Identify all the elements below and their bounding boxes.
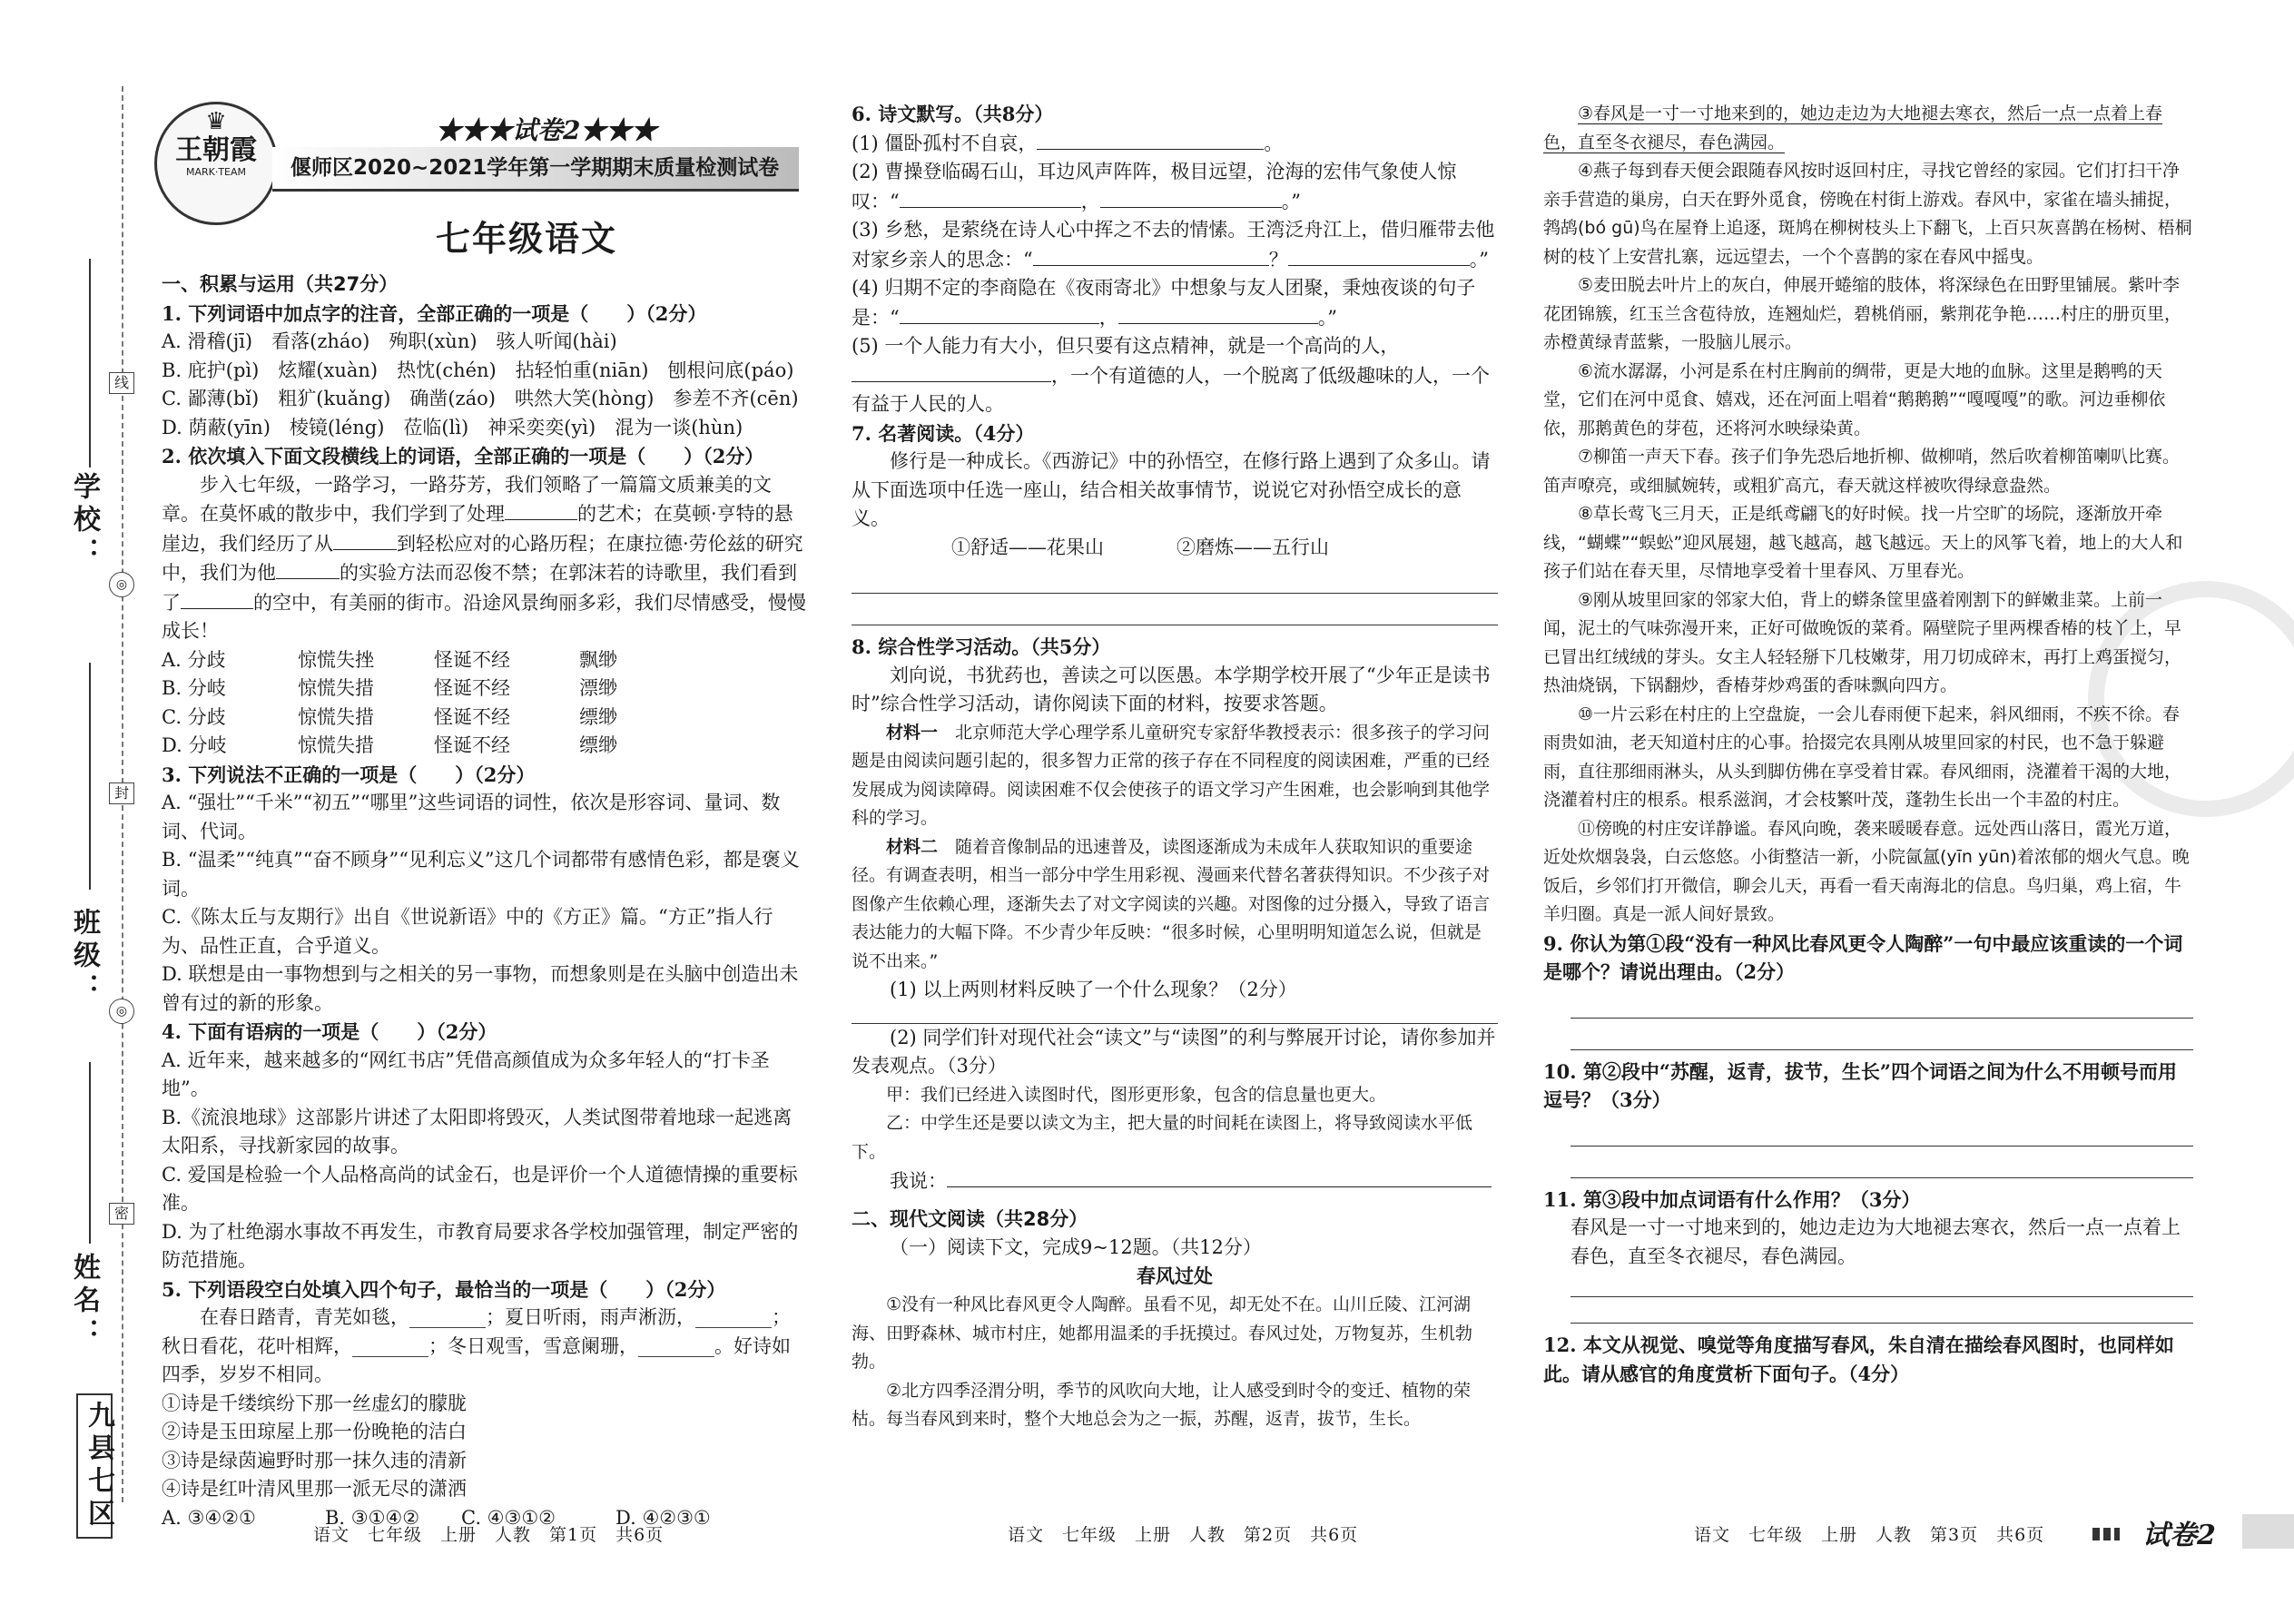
essay-paragraph: ⑪傍晚的村庄安详静谧。春风向晚，袭来暖暖春意。远处西山落日，霞光万道，近处炊烟袅袅，白云悠悠。小街整洁一新，小院氤氲(yīn yūn)着浓郁的烟火气息。晚饭后，乡邻们打开微信，聊会儿天，再看一看天南海北的信息。鸟归巢，鸡上宿，牛羊归圈。真是一派人间好景致。	[1543, 818, 2190, 924]
answer-line[interactable]	[1570, 1019, 2193, 1050]
q6-5: (5) 一个人能力有大小，但只要有这点精神，就是一个高尚的人，，一个有道德的人，一个脱离了低级趣味的人，一个有益于人民的人。	[852, 335, 1490, 415]
essay-title: 春风过处	[1137, 1265, 1213, 1287]
exam-title-bar	[272, 147, 799, 192]
name-label: 姓名：	[68, 1253, 100, 1351]
brand-name: 王朝霞	[175, 134, 257, 166]
answer-line[interactable]	[1570, 1297, 2193, 1324]
essay-paragraph: ⑨刚从坡里回家的邻家大伯，背上的蟒条筐里盛着刚割下的鲜嫩韭菜。上前一闻，泥土的气味弥漫开来，正好可做晚饭的菜肴。隔壁院子里两棵香椿的枝丫上，早已冒出红绒绒的芽头。女主人轻轻掰下几枝嫩芽，用刀切成碎末，再打上鸡蛋搅匀，热油烧锅，下锅翻炒，香椿芽炒鸡蛋的香味飘向四方。	[1543, 589, 2182, 695]
essay-paragraph: ⑩一片云彩在村庄的上空盘旋，一会儿春雨便下起来，斜风细雨，不疾不徐。春雨贵如油，老天知道村庄的心事。拾掇完农具刚从坡里回家的村民，也不急于躲避雨，直往那细雨淋头，从头到脚仿佛在享受着甘霖。春风细雨，浇灌着干渴的大地，浇灌着村庄的根系。根系滋润，才会枝繁叶茂，蓬勃生长出一个丰盈的村庄。	[1543, 704, 2182, 810]
question-3: 3. 下列说法不正确的一项是（ ）（2分）	[162, 763, 536, 786]
answer-line[interactable]	[852, 562, 1498, 594]
brand-sub: MARK·TEAM	[185, 166, 247, 178]
reading-instruction: （一）阅读下文，完成9~12题。（共12分）	[890, 1236, 1262, 1258]
line-word-feng: 封	[109, 782, 134, 804]
page-footer-3: 语文 七年级 上册 人教 第3页 共6页	[1694, 1525, 2045, 1545]
q5-passage: 在春日踏青，青芜如毯，________；夏日听雨，雨声淅沥，________；秋日看花，花叶相辉，________；冬日观雪，雪意阑珊，________。好诗如四季，岁岁不相同。	[162, 1306, 791, 1385]
essay-paragraph: ⑥流水潺潺，小河是系在村庄胸前的绸带，更是大地的血脉。这里是鹅鸭的天堂，它们在河中觅食、嬉戏，还在河面上唱着“鹅鹅鹅”“嘎嘎嘎”的歌。河边垂柳依依，那鹅黄色的芽苞，还将河水映绿染黄。	[1543, 360, 2166, 438]
q5-item: ①诗是千缕缤纷下那一丝虚幻的朦胧	[162, 1392, 467, 1414]
q3-option[interactable]: C.《陈太丘与友期行》出自《世说新语》中的《方正》篇。“方正”指人行为、品性正直，合乎道义。	[162, 906, 773, 957]
section-heading: 二、现代文阅读（共28分）	[852, 1207, 1088, 1230]
region-label: 九县七区	[83, 1401, 114, 1531]
q1-option[interactable]: A. 滑稽(jī) 看落(zháo) 殉职(xùn) 骇人听闻(hài)	[162, 330, 617, 352]
question-10: 10. 第②段中“苏醒，返青，拔节，生长”四个词语之间为什么不用顿号而用逗号？（3分）	[1543, 1059, 2178, 1111]
q4-option[interactable]: B.《流浪地球》这部影片讲述了太阳即将毁灭，人类试图带着地球一起逃离太阳系，寻找新家园的故事。	[162, 1106, 793, 1156]
subject-title: 七年级语文	[436, 218, 618, 259]
q2-option-row[interactable]: B. 分岐 惊慌失措 怪诞不经 漂缈	[162, 677, 617, 699]
essay-paragraph: ④燕子每到春天便会跟随春风按时返回村庄，寻找它曾经的家园。它们打扫干净亲手营造的巢房，白天在野外觅食，傍晚在村街上游戏。春风中，家雀在墙头捕捉，鹁鸪(bó gū)鸟在屋脊上追逐，斑鸠在柳树枝头上下翻飞，上百只灰喜鹊在杨树、梧桐树的枝丫上安营扎寨，远远望去，一个个喜鹊的家在春风中摇曳。	[1543, 161, 2192, 267]
brand-logo	[154, 102, 278, 225]
material-1: 材料一 北京师范大学心理学系儿童研究专家舒华教授表示：很多孩子的学习问题是由阅读问题引起的，很多智力正常的孩子存在不同程度的阅读困难，严重的已经发展成为阅读障碍。阅读困难不仅会使孩子的语文学习产生困难，也会影响到其他学科的学习。	[852, 722, 1491, 828]
question-2: 2. 依次填入下面文段横线上的词语，全部正确的一项是（ ）（2分）	[162, 445, 764, 468]
q1-option[interactable]: D. 荫蔽(yīn) 棱镜(léng) 莅临(lì) 神采奕奕(yì) 混为一谈(hùn)	[162, 416, 743, 438]
q3-option[interactable]: D. 联想是由一事物想到与之相关的另一事物，而想象则是在头脑中创造出未曾有过的新的形象。	[162, 963, 799, 1014]
q6-2: (2) 曹操登临碣石山，耳边风声阵阵，极目远望，沧海的宏伟气象使人惊叹：“ ， 。”	[852, 161, 1457, 212]
class-field[interactable]	[89, 663, 91, 890]
q2-option-row[interactable]: A. 分歧 惊慌失挫 怪诞不经 飘缈	[162, 648, 617, 671]
q5-item: ③诗是绿茵遍野时那一抹久违的清新	[162, 1449, 467, 1471]
q4-option[interactable]: A. 近年来，越来越多的“网红书店”凭借高颜值成为众多年轻人的“打卡圣地”。	[162, 1048, 770, 1099]
answer-line[interactable]	[1570, 1115, 2193, 1147]
question-11: 11. 第③段中加点词语有什么作用？（3分）	[1543, 1187, 1921, 1211]
q8-jia: 甲：我们已经进入读图时代，图形更形象，包含的信息量也更大。	[886, 1084, 1387, 1105]
corner-tag: 试卷2	[2142, 1520, 2216, 1551]
section-heading: 一、积累与运用（共27分）	[162, 273, 399, 295]
binding-hole-icon: ◎	[109, 999, 134, 1024]
corner-bar	[2242, 1514, 2294, 1549]
question-1: 1. 下列词语中加点字的注音，全部正确的一项是（ ）（2分）	[162, 301, 707, 325]
essay-paragraph: ⑤麦田脱去叶片上的灰白，伸展开蜷缩的肢体，将深绿色在田野里铺展。紫叶李花团锦簇，红玉兰含苞待放，连翘灿烂，碧桃俏丽，紫荆花争艳……村庄的册页里，赤橙黄绿青蓝紫，一股脑儿展示。	[1543, 275, 2182, 352]
q5-item: ②诗是玉田琼屋上那一份晚艳的洁白	[162, 1421, 467, 1442]
column-2	[852, 100, 1498, 1434]
page-footer-1: 语文 七年级 上册 人教 第1页 共6页	[313, 1525, 665, 1545]
q4-option[interactable]: D. 为了杜绝溺水事故不再发生，市教育局要求各学校加强管理，制定严密的防范措施。	[162, 1220, 799, 1271]
answer-line[interactable]	[1570, 1271, 2193, 1297]
q8-my-view: 我说：	[852, 1166, 1498, 1196]
essay-paragraph: ③春风是一寸一寸地来到的，她边走边为大地褪去寒衣，然后一点一点着上春色，直至冬衣褪尽，春色满园。	[1543, 103, 2163, 153]
class-label: 班级：	[68, 908, 100, 1006]
school-field[interactable]	[89, 259, 91, 468]
q5-options[interactable]: A. ③④②① B. ③①④② C. ④③①② D. ④②③①	[162, 1506, 711, 1529]
q5-item: ④诗是红叶清风里那一派无尽的潇洒	[162, 1478, 467, 1500]
material-2: 材料二 随着音像制品的迅速普及，读图逐渐成为未成年人获取知识的重要途径。有调查表明，相当一部分中学生用彩视、漫画来代替名著获得知识。不少孩子对图像产生依赖心理，逐渐失去了对文字阅读的兴趣。对图像的过分摄入，导致了语言表达能力的大幅下降。不少青少年反映：“很多时候，心里明明知道怎么说，但就是说不出来。”	[852, 836, 1491, 971]
exam-title: 偃师区2020~2021学年第一学期期末质量检测试卷	[290, 156, 780, 180]
corner-decoration	[2092, 1528, 2120, 1540]
q8-1: (1) 以上两则材料反映了一个什么现象？（2分）	[890, 979, 1297, 1000]
question-6: 6. 诗文默写。（共8分）	[852, 103, 1054, 125]
q4-option[interactable]: C. 爱国是检验一个人品格高尚的试金石，也是评价一个人道德情操的重要标准。	[162, 1163, 798, 1214]
question-9: 9. 你认为第①段“没有一种风比春风更令人陶醉”一句中最应该重读的一个词是哪个？请说出理由。（2分）	[1543, 931, 2183, 983]
q7-options: ①舒适——花果山 ②磨炼——五行山	[951, 536, 1329, 558]
q6-3: (3) 乡愁，是萦绕在诗人心中挥之不去的情愫。王湾泛舟江上，借归雁带去他对家乡亲人的思念：“ ？ 。”	[852, 219, 1495, 271]
question-12: 12. 本文从视觉、嗅觉等角度描写春风，朱自清在描绘春风图时，也同样如此。请从感官的角度赏析下面句子。（4分）	[1543, 1334, 2174, 1385]
answer-line[interactable]	[1570, 1147, 2193, 1178]
binding-margin	[0, 0, 154, 1624]
q2-option-row[interactable]: C. 分歧 惊慌失措 怪诞不经 缥缈	[162, 705, 617, 728]
q2-passage: 步入七年级，一路学习，一路芬芳，我们领略了一篇篇文质兼美的文章。在莫怀戚的散步中，我们学到了处理 的艺术；在莫顿·亨特的悬崖边，我们经历了从 到轻松应对的心路历程；在康拉德·劳伦兹的研究中，我们为他 的实验方法而忍俊不禁；在郭沫若的诗歌里，我们看到了 的空中，有美丽的街市。沿途风景绚丽多彩，我们尽情感受，慢慢成长！	[162, 473, 806, 642]
school-label: 学校：	[68, 472, 100, 570]
name-field[interactable]	[89, 1062, 91, 1244]
page-footer-2: 语文 七年级 上册 人教 第2页 共6页	[1008, 1525, 1359, 1545]
column-3	[1543, 100, 2193, 1388]
q7-passage: 修行是一种成长。《西游记》中的孙悟空，在修行路上遇到了众多山。请从下面选项中任选一座山，结合相关故事情节，说说它对孙悟空成长的意义。	[852, 450, 1491, 529]
q6-1: (1) 僵卧孤村不自哀， 。	[852, 129, 1498, 159]
q8-2: (2) 同学们针对现代社会“读文”与“读图”的利与弊展开讨论，请你参加并发表观点。（3分）	[852, 1026, 1496, 1077]
question-5: 5. 下列语段空白处填入四个句子，最恰当的一项是（ ）（2分）	[162, 1277, 726, 1301]
binding-hole-icon: ◎	[109, 572, 134, 597]
q3-option[interactable]: B. “温柔”“纯真”“奋不顾身”“见利忘义”这几个词都带有感情色彩，都是褒义词。	[162, 849, 800, 900]
q1-option[interactable]: C. 鄙薄(bǐ) 粗犷(kuǎng) 确凿(záo) 哄然大笑(hòng) 参差不齐(cēn)	[162, 388, 799, 409]
crown-icon: ♛	[205, 108, 227, 135]
q2-option-row[interactable]: D. 分岐 惊慌失措 怪诞不经 缥缈	[162, 734, 617, 756]
line-word-xian: 线	[109, 372, 134, 394]
paper-tag: ★★★试卷2★★★	[436, 115, 657, 145]
answer-line[interactable]	[852, 594, 1498, 625]
question-7: 7. 名著阅读。（4分）	[852, 421, 1035, 445]
q6-4: (4) 归期不定的李商隐在《夜雨寄北》中想象与友人团聚，秉烛夜谈的句子是：“ ， 。”	[852, 277, 1476, 329]
essay-paragraph: ②北方四季泾渭分明，季节的风吹向大地，让人感受到时令的变迁、植物的荣枯。每当春风到来时，整个大地总会为之一振，苏醒，返青，拔节，生长。	[852, 1380, 1472, 1429]
answer-line[interactable]	[1570, 987, 2193, 1019]
essay-paragraph: ①没有一种风比春风更令人陶醉。虽看不见，却无处不在。山川丘陵、江河湖海、田野森林、城市村庄，她都用温柔的手抚摸过。春风过处，万物复苏，生机勃勃。	[852, 1294, 1473, 1372]
essay-paragraph: ⑧草长莺飞三月天，正是纸鸢翩飞的好时候。找一片空旷的场院，逐渐放开牵线，“蝴蝶”“蜈蚣”迎风展翅，越飞越高，越飞越远。天上的风筝飞着，地上的大人和孩子们站在春天里，尽情地享受着十里春风、万里春光。	[1543, 504, 2183, 581]
answer-line[interactable]	[852, 1005, 1498, 1024]
question-8: 8. 综合性学习活动。（共5分）	[852, 635, 1111, 658]
essay-paragraph: ⑦柳笛一声天下春。孩子们争先恐后地折柳、做柳哨，然后吹着柳笛喇叭比赛。笛声嘹亮，或细腻婉转，或粗犷高亢，春天就这样被吹得绿意盎然。	[1543, 447, 2181, 496]
column-1	[162, 271, 808, 1532]
q8-yi: 乙：中学生还是要以读文为主，把大量的时间耗在读图上，将导致阅读水平低下。	[852, 1113, 1473, 1162]
region-box	[76, 1393, 113, 1539]
question-4: 4. 下面有语病的一项是（ ）（2分）	[162, 1020, 497, 1043]
q3-option[interactable]: A. “强壮”“千米”“初五”“哪里”这些词语的词性，依次是形容词、量词、数词、代词。	[162, 792, 781, 842]
q1-option[interactable]: B. 庇护(pì) 炫耀(xuàn) 热忱(chén) 拈轻怕重(niān) 刨根问底(páo)	[162, 359, 794, 381]
q11-quote: 春风是一寸一寸地来到的，她边走边为大地褪去寒衣，然后一点一点着上春色，直至冬衣褪尽，春色满园。	[1570, 1216, 2181, 1267]
line-word-mi: 密	[109, 1203, 134, 1225]
q8-passage: 刘向说，书犹药也，善读之可以医愚。本学期学校开展了“少年正是读书时”综合性学习活动，请你阅读下面的材料，按要求答题。	[852, 664, 1491, 714]
